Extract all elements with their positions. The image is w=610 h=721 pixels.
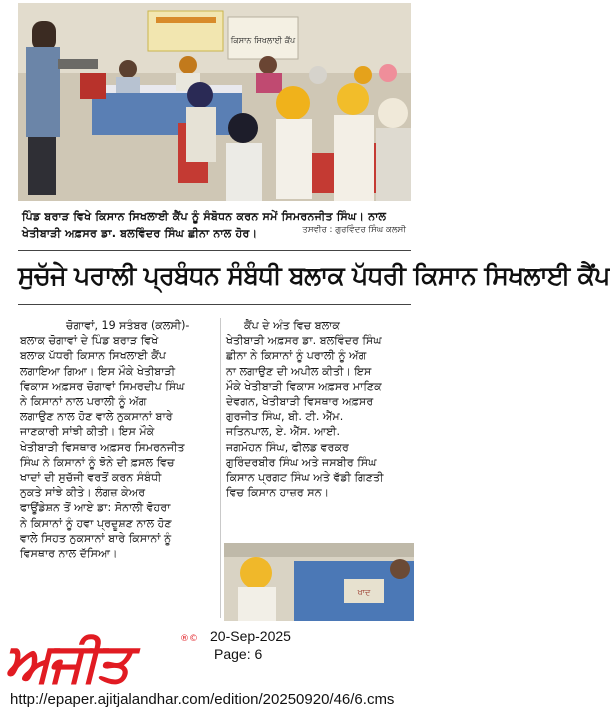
article-column-left xyxy=(20,318,216,614)
article-line: ਮੌਕੇ ਖੇਤੀਬਾੜੀ ਵਿਕਾਸ ਅਫ਼ਸਰ ਮਾਣਿਕ xyxy=(226,379,382,393)
newspaper-logo: ਅਜੀਤ xyxy=(4,630,128,694)
inset-photo-illustration xyxy=(224,543,414,621)
edition-meta xyxy=(210,628,291,663)
edition-date: 20-Sep-2025 xyxy=(210,628,291,644)
article-line: ਨੇ ਕਿਸਾਨਾਂ ਨੂੰ ਹਵਾ ਪ੍ਰਦੂਸ਼ਣ ਨਾਲ ਹੋਣ xyxy=(20,516,172,530)
registered-mark: ®© xyxy=(180,634,198,644)
article-line: ਨੁਕਤੇ ਸਾਂਝੇ ਕੀਤੇ। ਲੰਗਜ਼ ਕੇਅਰ xyxy=(20,486,146,500)
article-line: ਲਗਾਉਣ ਨਾਲ ਹੋਣ ਵਾਲੇ ਨੁਕਸਾਨਾਂ ਬਾਰੇ xyxy=(20,410,173,424)
article-line: ਬਲਾਕ ਚੋਗਾਵਾਂ ਦੇ ਪਿੰਡ ਬਰਾੜ ਵਿਖੇ xyxy=(20,334,159,348)
article-line: ਚੋਗਾਵਾਂ, 19 ਸਤੰਬਰ (ਕਲਸੀ)- xyxy=(66,319,190,332)
article-line: ਖੇਤੀਬਾੜੀ ਅਫ਼ਸਰ ਡਾ. ਬਲਵਿੰਦਰ ਸਿੰਘ xyxy=(226,334,382,348)
article-line: ਸਿੰਘ ਨੇ ਕਿਸਾਨਾਂ ਨੂੰ ਝੋਨੇ ਦੀ ਫ਼ਸਲ ਵਿਚ xyxy=(20,455,175,469)
article-line: ਗੁਰਿੰਦਰਬੀਰ ਸਿੰਘ ਅਤੇ ਜਸਬੀਰ ਸਿੰਘ xyxy=(226,455,377,469)
article-line: ਜਗਮੋਹਨ ਸਿੰਘ, ਫੀਲਡ ਵਰਕਰ xyxy=(226,440,349,454)
newspaper-masthead xyxy=(4,632,204,692)
article-line: ਖੇਤੀਬਾੜੀ ਵਿਸਥਾਰ ਅਫ਼ਸਰ ਸਿਮਰਨਜੀਤ xyxy=(20,440,185,454)
article-line: ਵਿਚ ਕਿਸਾਨ ਹਾਜ਼ਰ ਸਨ। xyxy=(226,486,330,500)
divider-top xyxy=(18,250,411,251)
article-line: ਫਾਊਂਡੇਸ਼ਨ ਤੋਂ ਆਏ ਡਾ: ਸੋਨਾਲੀ ਵੋਹਰਾ xyxy=(20,501,171,515)
article-line: ਜਾਣਕਾਰੀ ਸਾਂਝੀ ਕੀਤੀ। ਇਸ ਮੌਕੇ xyxy=(20,425,155,439)
article-line: ਬਲਾਕ ਪੱਧਰੀ ਕਿਸਾਨ ਸਿਖਲਾਈ ਕੈਂਪ xyxy=(20,349,166,363)
article-line: ਵਾਲੇ ਸਿਹਤ ਨੁਕਸਾਨਾਂ ਬਾਰੇ ਕਿਸਾਨਾਂ ਨੂੰ xyxy=(20,531,172,545)
bag-label: ਖਾਦ xyxy=(357,588,371,597)
article-line: ਦੇਵਗਨ, ਖੇਤੀਬਾੜੀ ਵਿਸਥਾਰ ਅਫ਼ਸਰ xyxy=(226,395,374,409)
edition-page: Page: 6 xyxy=(214,646,263,662)
article-line: ਲਗਾਇਆ ਗਿਆ। ਇਸ ਮੌਕੇ ਖੇਤੀਬਾੜੀ xyxy=(20,364,176,378)
article-column-right xyxy=(226,318,414,540)
photo-credit: ਤਸਵੀਰ : ਗੁਰਵਿੰਦਰ ਸਿੰਘ ਕਲਸੀ xyxy=(302,225,406,235)
news-photo-illustration xyxy=(18,3,411,201)
banner-text: ਕਿਸਾਨ ਸਿਖਲਾਈ ਕੈਂਪ xyxy=(230,36,296,45)
article-line: ਵਿਕਾਸ ਅਫ਼ਸਰ ਚੋਗਾਵਾਂ ਸਿਮਰਦੀਪ ਸਿੰਘ xyxy=(20,379,185,393)
article-line: ਖਾਦਾਂ ਦੀ ਸੁਚੱਜੀ ਵਰਤੋਂ ਕਰਨ ਸੰਬੰਧੀ xyxy=(20,471,162,485)
article-line: ਕਿਸਾਨ ਪ੍ਰਗਟ ਸਿੰਘ ਅਤੇ ਵੱਡੀ ਗਿਣਤੀ xyxy=(226,471,384,485)
news-photo xyxy=(18,3,411,201)
article-line: ਗੁਰਜੀਤ ਸਿੰਘ, ਬੀ. ਟੀ. ਐੱਮ. xyxy=(226,410,344,424)
article-line: ਕੈਂਪ ਦੇ ਅੰਤ ਵਿਚ ਬਲਾਕ xyxy=(244,319,340,332)
photo-caption xyxy=(22,208,408,242)
headline: ਸੁਚੱਜੇ ਪਰਾਲੀ ਪ੍ਰਬੰਧਨ ਸੰਬੰਧੀ ਬਲਾਕ ਪੱਧਰੀ ਕਿਸਾਨ ਸਿਖਲਾਈ ਕੈਂਪ xyxy=(18,261,610,290)
article-line: ਜਤਿਨਪਾਲ, ਏ. ਐੱਸ. ਆਈ. xyxy=(226,425,341,439)
divider-headline xyxy=(18,304,411,305)
article-line: ਛੀਨਾ ਨੇ ਕਿਸਾਨਾਂ ਨੂੰ ਪਰਾਲੀ ਨੂੰ ਅੱਗ xyxy=(226,349,367,363)
article-line: ਵਿਸਥਾਰ ਨਾਲ ਦੱਸਿਆ। xyxy=(20,547,118,561)
caption-line-1: ਪਿੰਡ ਬਰਾੜ ਵਿਖੇ ਕਿਸਾਨ ਸਿਖਲਾਈ ਕੈਂਪ ਨੂੰ ਸੰਬੋਧਨ ਕਰਨ ਸਮੇਂ ਸਿਮਰਨਜੀਤ ਸਿੰਘ। ਨਾਲ xyxy=(22,210,387,223)
inset-photo xyxy=(224,543,414,621)
caption-line-2: ਖੇਤੀਬਾੜੀ ਅਫ਼ਸਰ ਡਾ. ਬਲਵਿੰਦਰ ਸਿੰਘ ਛੀਨਾ ਨਾਲ ਹੋਰ। xyxy=(22,227,258,240)
article-line: ਨੇ ਕਿਸਾਨਾਂ ਨਾਲ ਪਰਾਲੀ ਨੂੰ ਅੱਗ xyxy=(20,395,147,409)
article-line: ਨਾ ਲਗਾਉਣ ਦੀ ਅਪੀਲ ਕੀਤੀ। ਇਸ xyxy=(226,364,372,378)
source-url[interactable]: http://epaper.ajitjalandhar.com/edition/20250920/46/6.cms xyxy=(10,691,395,708)
column-divider xyxy=(220,318,221,618)
